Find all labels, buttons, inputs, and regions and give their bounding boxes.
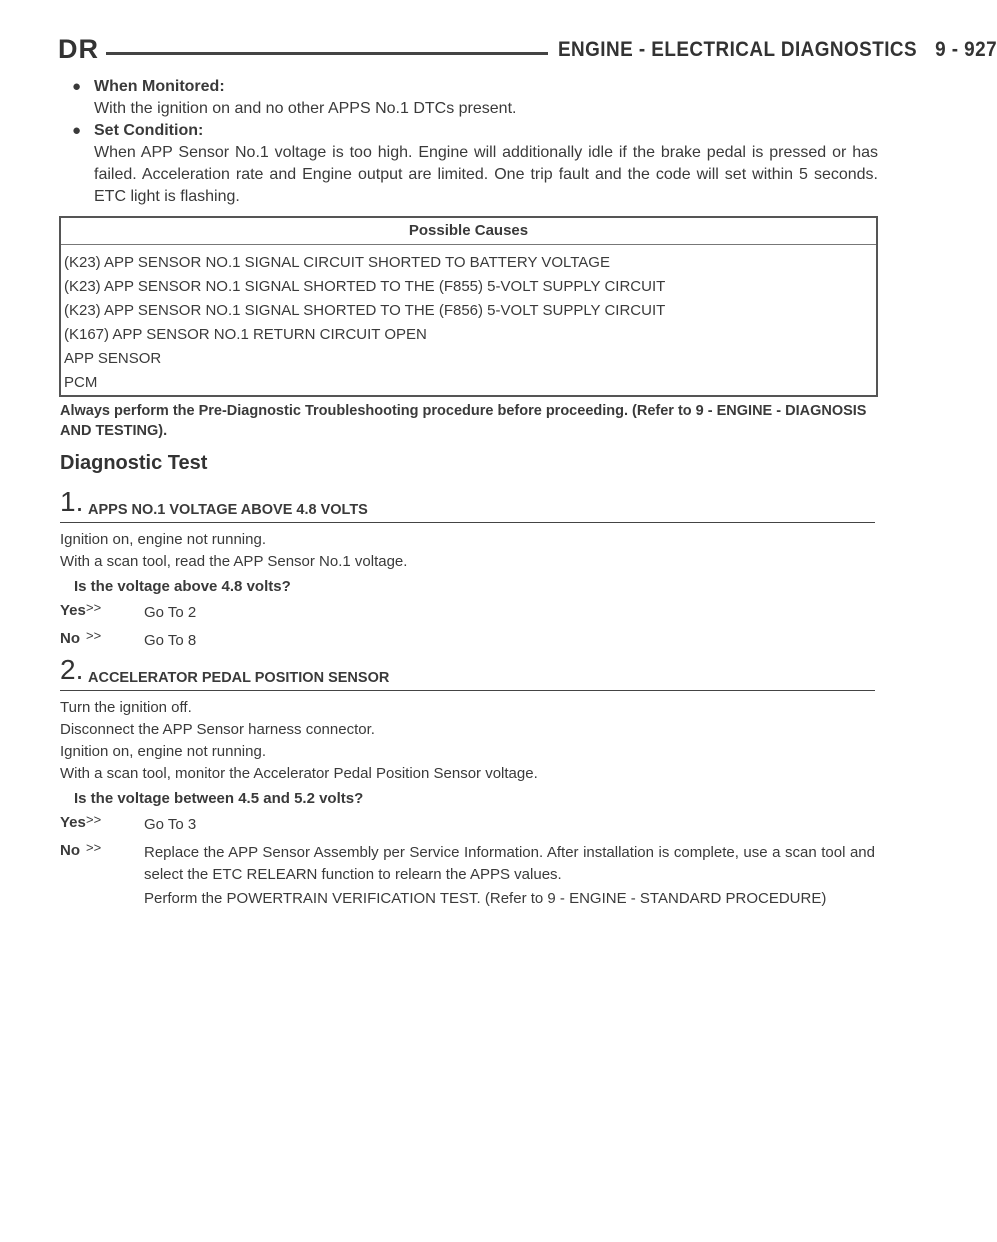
step-header (60, 486, 875, 523)
header-chapter: ENGINE - ELECTRICAL DIAGNOSTICS (558, 38, 918, 61)
answer-action: Go To 3 (144, 816, 197, 833)
cause-item: PCM (64, 374, 98, 391)
header-title (558, 38, 997, 62)
possible-causes-table (59, 216, 878, 397)
step-instruction: Disconnect the APP Sensor harness connector. (60, 721, 375, 738)
step-number: 1. (60, 486, 84, 517)
bullet-when-monitored (72, 76, 878, 120)
step-instruction: Ignition on, engine not running. (60, 743, 266, 760)
diagnostic-test-heading: Diagnostic Test (60, 452, 208, 474)
step-question: Is the voltage between 4.5 and 5.2 volts? (74, 790, 364, 807)
possible-causes-list (61, 245, 876, 395)
possible-causes-title: Possible Causes (61, 218, 876, 245)
bullet-dot-icon: ● (72, 78, 82, 95)
bullet-heading: Set Condition: (94, 122, 204, 139)
header-page-number: 9 - 927 (935, 38, 997, 61)
step-2 (60, 654, 875, 912)
answer-yes (60, 814, 875, 842)
step-instruction: Turn the ignition off. (60, 699, 192, 716)
answer-action: Go To 2 (144, 604, 197, 621)
arrow-icon: >> (86, 840, 102, 855)
answer-no (60, 842, 875, 912)
answer-label: No (60, 630, 80, 647)
pre-diagnostic-note: Always perform the Pre-Diagnostic Troubleshooting procedure before proceeding. (Refer to 9 - ENGINE - DIAGNOSIS AND TESTING). (60, 403, 867, 439)
step-number: 2. (60, 654, 84, 685)
step-header (60, 654, 875, 691)
cause-item: APP SENSOR (64, 350, 162, 367)
answer-label: Yes (60, 814, 86, 831)
arrow-icon: >> (86, 628, 102, 643)
bullet-heading: When Monitored: (94, 78, 225, 95)
step-instruction: With a scan tool, monitor the Accelerator Pedal Position Sensor voltage. (60, 765, 538, 782)
step-question: Is the voltage above 4.8 volts? (74, 578, 291, 595)
answer-action: Go To 8 (144, 632, 197, 649)
step-instruction: With a scan tool, read the APP Sensor No.1 voltage. (60, 553, 408, 570)
arrow-icon: >> (86, 600, 102, 615)
page-header (58, 34, 997, 70)
answer-action-followup: Perform the POWERTRAIN VERIFICATION TEST. (Refer to 9 - ENGINE - STANDARD PROCEDURE) (144, 890, 827, 907)
bullet-dot-icon: ● (72, 122, 82, 139)
answer-action: Replace the APP Sensor Assembly per Service Information. After installation is complete, use a scan tool and select the ETC RELEARN function to relearn the APPS values. (144, 844, 875, 883)
arrow-icon: >> (86, 812, 102, 827)
step-title: ACCELERATOR PEDAL POSITION SENSOR (88, 670, 390, 686)
cause-item: (K23) APP SENSOR NO.1 SIGNAL SHORTED TO THE (F856) 5-VOLT SUPPLY CIRCUIT (64, 302, 666, 319)
answer-label: Yes (60, 602, 86, 619)
answer-no (60, 630, 875, 658)
step-instruction: Ignition on, engine not running. (60, 531, 266, 548)
cause-item: (K23) APP SENSOR NO.1 SIGNAL CIRCUIT SHORTED TO BATTERY VOLTAGE (64, 254, 610, 271)
header-rule (106, 52, 548, 55)
step-1 (60, 486, 875, 658)
cause-item: (K167) APP SENSOR NO.1 RETURN CIRCUIT OPEN (64, 326, 427, 343)
bullet-text: When APP Sensor No.1 voltage is too high. Engine will additionally idle if the brake pedal is pressed or has failed. Acceleration rate and Engine output are limited. One trip fault and the code will set within 5 seconds. ETC light is flashing. (94, 144, 878, 205)
bullet-text: With the ignition on and no other APPS No.1 DTCs present. (94, 100, 517, 117)
cause-item: (K23) APP SENSOR NO.1 SIGNAL SHORTED TO THE (F855) 5-VOLT SUPPLY CIRCUIT (64, 278, 666, 295)
answer-action-block (144, 842, 875, 910)
step-title: APPS NO.1 VOLTAGE ABOVE 4.8 VOLTS (88, 502, 368, 518)
answer-yes (60, 602, 875, 630)
header-section-code: DR (58, 34, 99, 64)
answer-label: No (60, 842, 80, 859)
bullet-set-condition (72, 120, 878, 208)
